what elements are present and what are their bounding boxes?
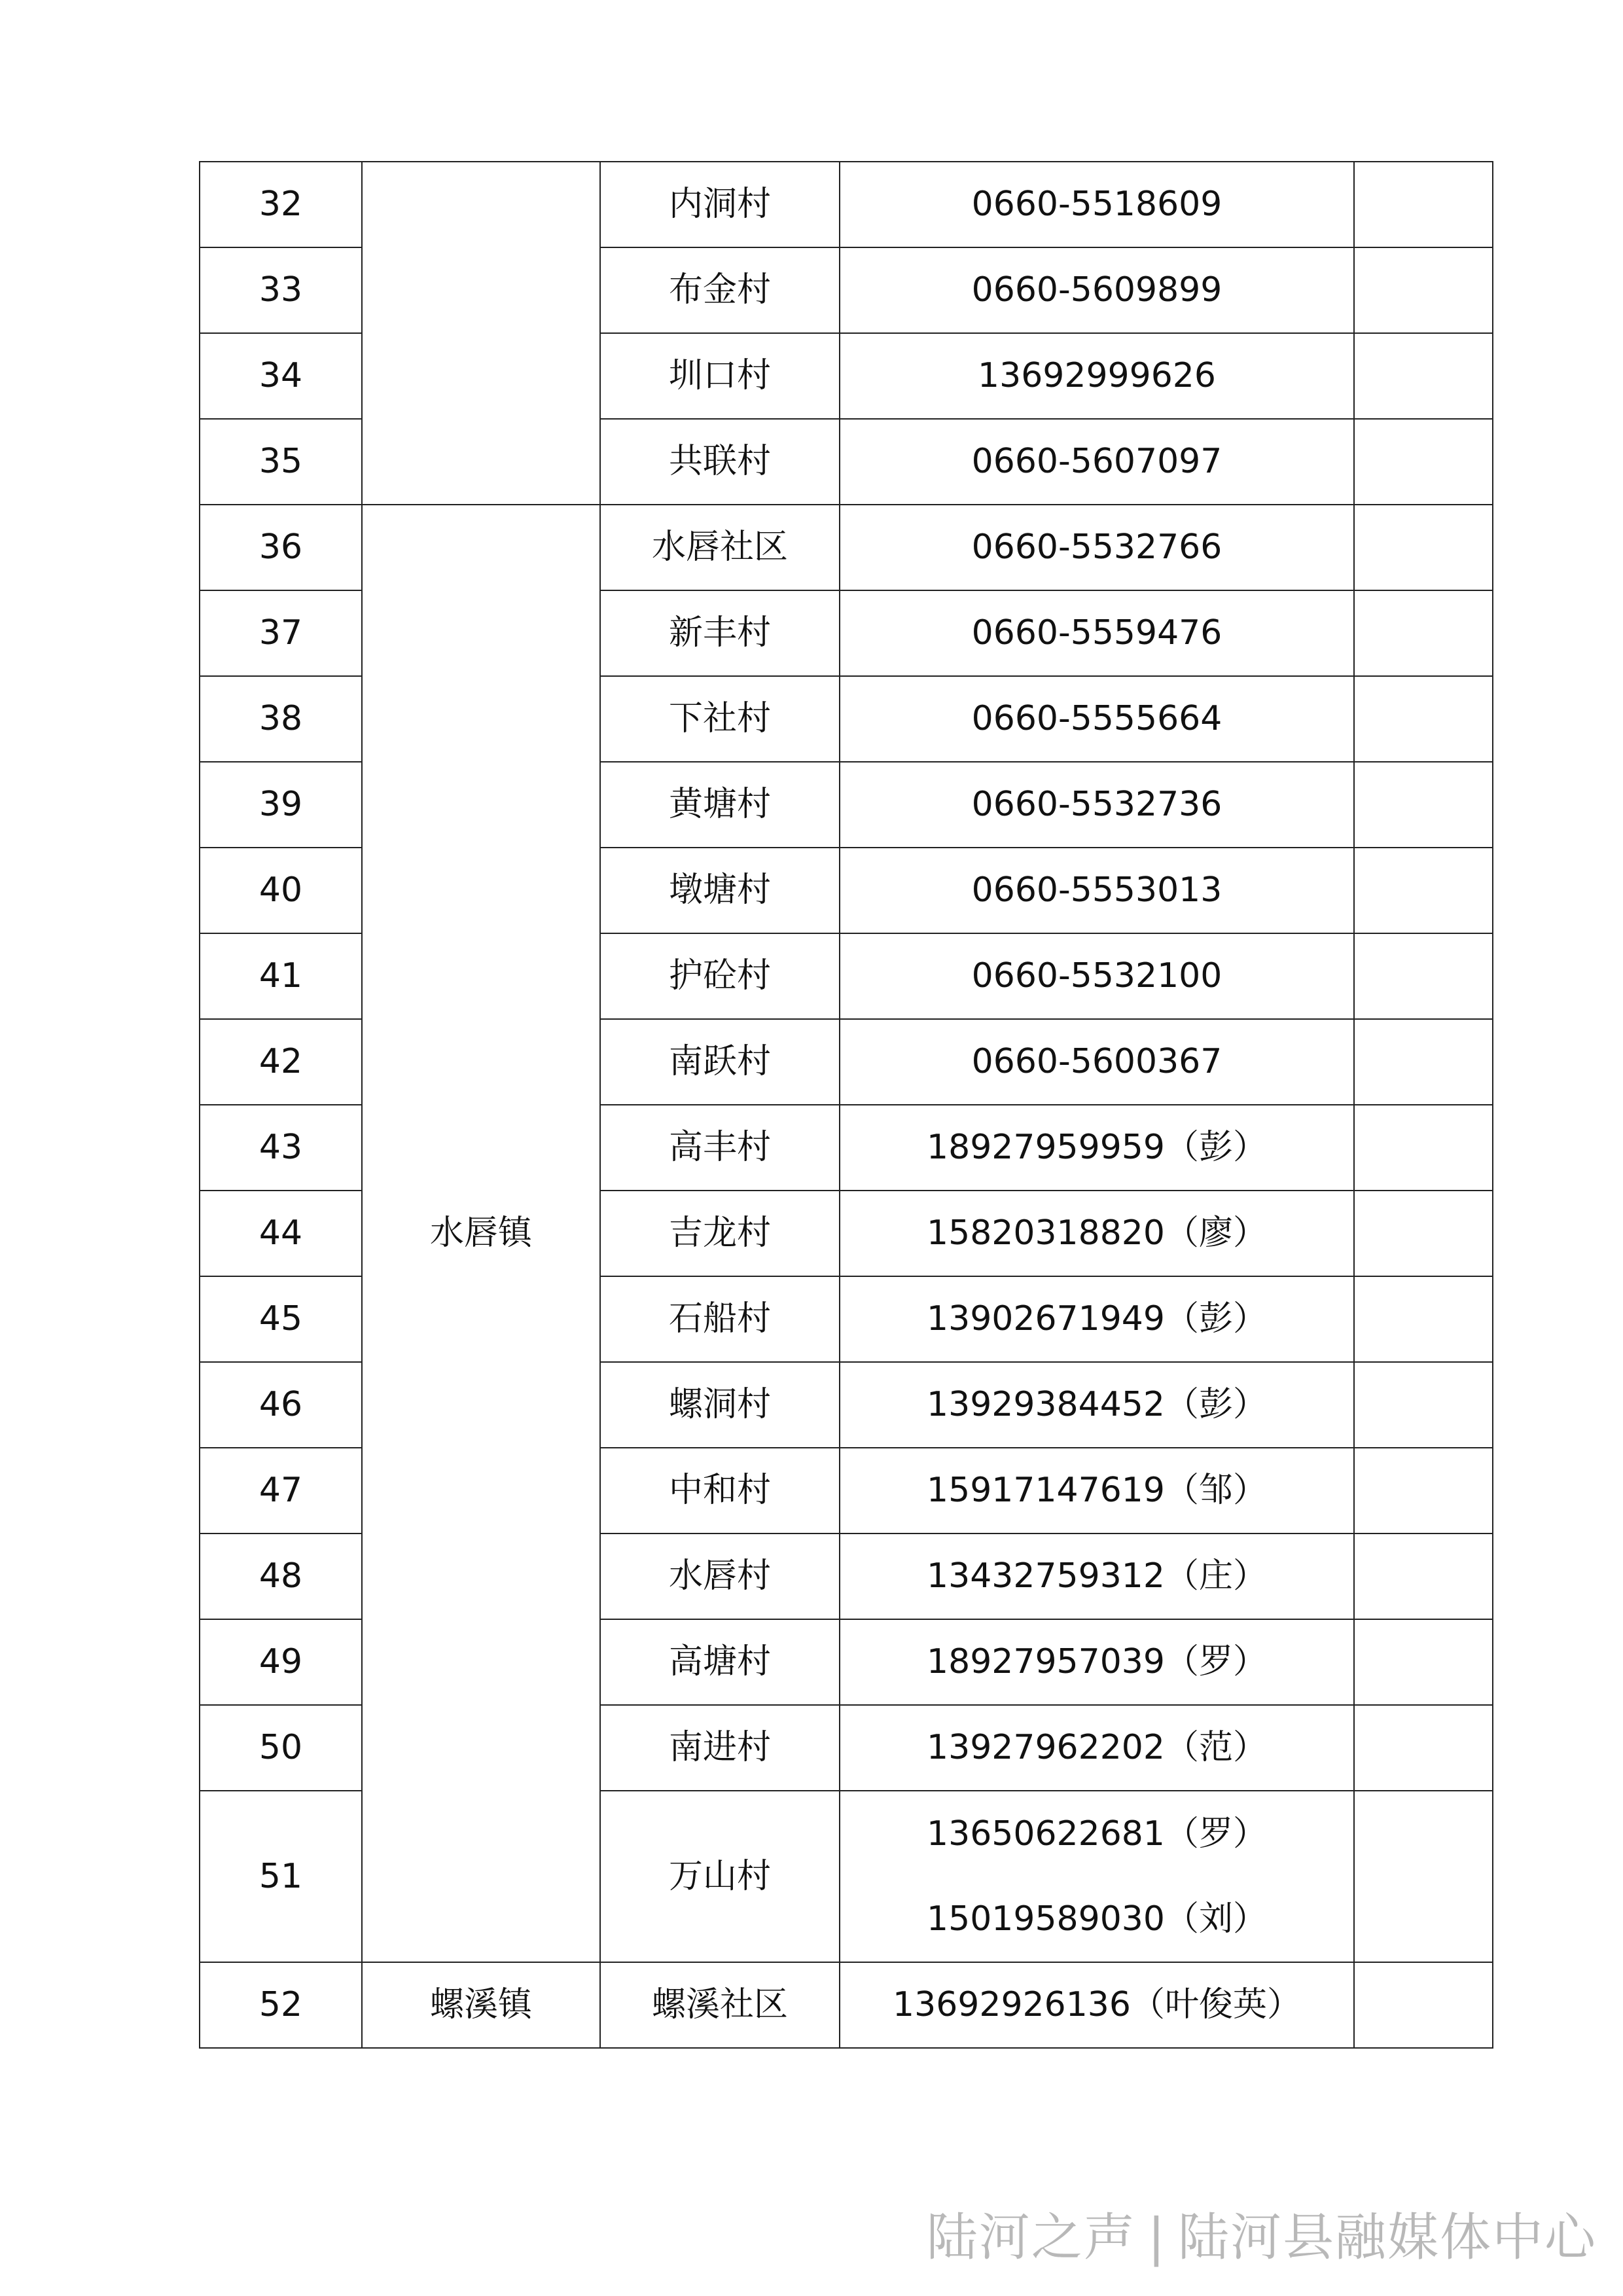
row-number: 35 bbox=[200, 419, 362, 505]
row-number: 33 bbox=[200, 247, 362, 333]
village-name: 高丰村 bbox=[600, 1105, 840, 1191]
village-name: 螺洞村 bbox=[600, 1362, 840, 1448]
village-name: 南进村 bbox=[600, 1705, 840, 1791]
phone-number: 18927959959（彭） bbox=[840, 1105, 1354, 1191]
note-cell bbox=[1354, 933, 1493, 1019]
phone-number: 13692999626 bbox=[840, 333, 1354, 419]
row-number: 48 bbox=[200, 1534, 362, 1619]
phone-number: 0660-5609899 bbox=[840, 247, 1354, 333]
row-number: 50 bbox=[200, 1705, 362, 1791]
note-cell bbox=[1354, 848, 1493, 933]
village-name: 中和村 bbox=[600, 1448, 840, 1534]
village-name: 共联村 bbox=[600, 419, 840, 505]
phone-number: 0660-5607097 bbox=[840, 419, 1354, 505]
village-name: 墩塘村 bbox=[600, 848, 840, 933]
watermark-right: 陆河县融媒体中心 bbox=[1177, 2208, 1597, 2267]
note-cell bbox=[1354, 1191, 1493, 1276]
phone-number: 15820318820（廖） bbox=[840, 1191, 1354, 1276]
village-name: 水唇社区 bbox=[600, 505, 840, 590]
note-cell bbox=[1354, 505, 1493, 590]
phone-number: 0660-5559476 bbox=[840, 590, 1354, 676]
village-name: 下社村 bbox=[600, 676, 840, 762]
note-cell bbox=[1354, 1791, 1493, 1962]
row-number: 42 bbox=[200, 1019, 362, 1105]
note-cell bbox=[1354, 162, 1493, 247]
note-cell bbox=[1354, 1705, 1493, 1791]
village-name: 石船村 bbox=[600, 1276, 840, 1362]
table-row bbox=[200, 505, 1493, 590]
phone-number: 15019589030（刘） bbox=[927, 1899, 1267, 1939]
watermark-left: 陆河之声 bbox=[926, 2208, 1136, 2267]
phone-number: 13692926136（叶俊英） bbox=[840, 1962, 1354, 2048]
phone-number: 0660-5553013 bbox=[840, 848, 1354, 933]
row-number: 49 bbox=[200, 1619, 362, 1705]
row-number: 45 bbox=[200, 1276, 362, 1362]
row-number: 52 bbox=[200, 1962, 362, 2048]
phone-number: 0660-5532766 bbox=[840, 505, 1354, 590]
phone-number: 0660-5518609 bbox=[840, 162, 1354, 247]
row-number: 44 bbox=[200, 1191, 362, 1276]
row-number: 51 bbox=[200, 1791, 362, 1962]
row-number: 41 bbox=[200, 933, 362, 1019]
village-name: 吉龙村 bbox=[600, 1191, 840, 1276]
village-name: 水唇村 bbox=[600, 1534, 840, 1619]
row-number: 36 bbox=[200, 505, 362, 590]
row-number: 46 bbox=[200, 1362, 362, 1448]
row-number: 38 bbox=[200, 676, 362, 762]
watermark-footer bbox=[927, 2197, 1597, 2270]
phone-number-cell bbox=[840, 1791, 1354, 1962]
note-cell bbox=[1354, 1019, 1493, 1105]
note-cell bbox=[1354, 1534, 1493, 1619]
phone-number: 13902671949（彭） bbox=[840, 1276, 1354, 1362]
phone-number: 18927957039（罗） bbox=[840, 1619, 1354, 1705]
note-cell bbox=[1354, 590, 1493, 676]
phone-number: 13929384452（彭） bbox=[840, 1362, 1354, 1448]
village-name: 内洞村 bbox=[600, 162, 840, 247]
row-number: 34 bbox=[200, 333, 362, 419]
row-number: 47 bbox=[200, 1448, 362, 1534]
village-name: 螺溪社区 bbox=[600, 1962, 840, 2048]
village-name: 南跃村 bbox=[600, 1019, 840, 1105]
note-cell bbox=[1354, 676, 1493, 762]
phone-number: 13432759312（庄） bbox=[840, 1534, 1354, 1619]
note-cell bbox=[1354, 1362, 1493, 1448]
village-name: 高塘村 bbox=[600, 1619, 840, 1705]
note-cell bbox=[1354, 1448, 1493, 1534]
note-cell bbox=[1354, 762, 1493, 848]
table-row bbox=[200, 1962, 1493, 2048]
contacts-table bbox=[199, 161, 1493, 2049]
note-cell bbox=[1354, 333, 1493, 419]
phone-number: 0660-5555664 bbox=[840, 676, 1354, 762]
row-number: 39 bbox=[200, 762, 362, 848]
town-name bbox=[362, 162, 600, 505]
row-number: 32 bbox=[200, 162, 362, 247]
note-cell bbox=[1354, 1105, 1493, 1191]
note-cell bbox=[1354, 1276, 1493, 1362]
note-cell bbox=[1354, 1619, 1493, 1705]
village-name: 黄塘村 bbox=[600, 762, 840, 848]
village-name: 布金村 bbox=[600, 247, 840, 333]
row-number: 43 bbox=[200, 1105, 362, 1191]
village-name: 新丰村 bbox=[600, 590, 840, 676]
village-name: 护砼村 bbox=[600, 933, 840, 1019]
note-cell bbox=[1354, 419, 1493, 505]
phone-number: 0660-5600367 bbox=[840, 1019, 1354, 1105]
village-name: 圳口村 bbox=[600, 333, 840, 419]
town-name: 螺溪镇 bbox=[362, 1962, 600, 2048]
phone-number: 0660-5532100 bbox=[840, 933, 1354, 1019]
phone-number: 0660-5532736 bbox=[840, 762, 1354, 848]
phone-number: 15917147619（邹） bbox=[840, 1448, 1354, 1534]
phone-number: 13927962202（范） bbox=[840, 1705, 1354, 1791]
table-row bbox=[200, 162, 1493, 247]
watermark-separator: | bbox=[1147, 2208, 1166, 2267]
town-name: 水唇镇 bbox=[362, 505, 600, 1962]
row-number: 40 bbox=[200, 848, 362, 933]
row-number: 37 bbox=[200, 590, 362, 676]
village-name: 万山村 bbox=[600, 1791, 840, 1962]
note-cell bbox=[1354, 247, 1493, 333]
note-cell bbox=[1354, 1962, 1493, 2048]
phone-number: 13650622681（罗） bbox=[927, 1814, 1267, 1854]
